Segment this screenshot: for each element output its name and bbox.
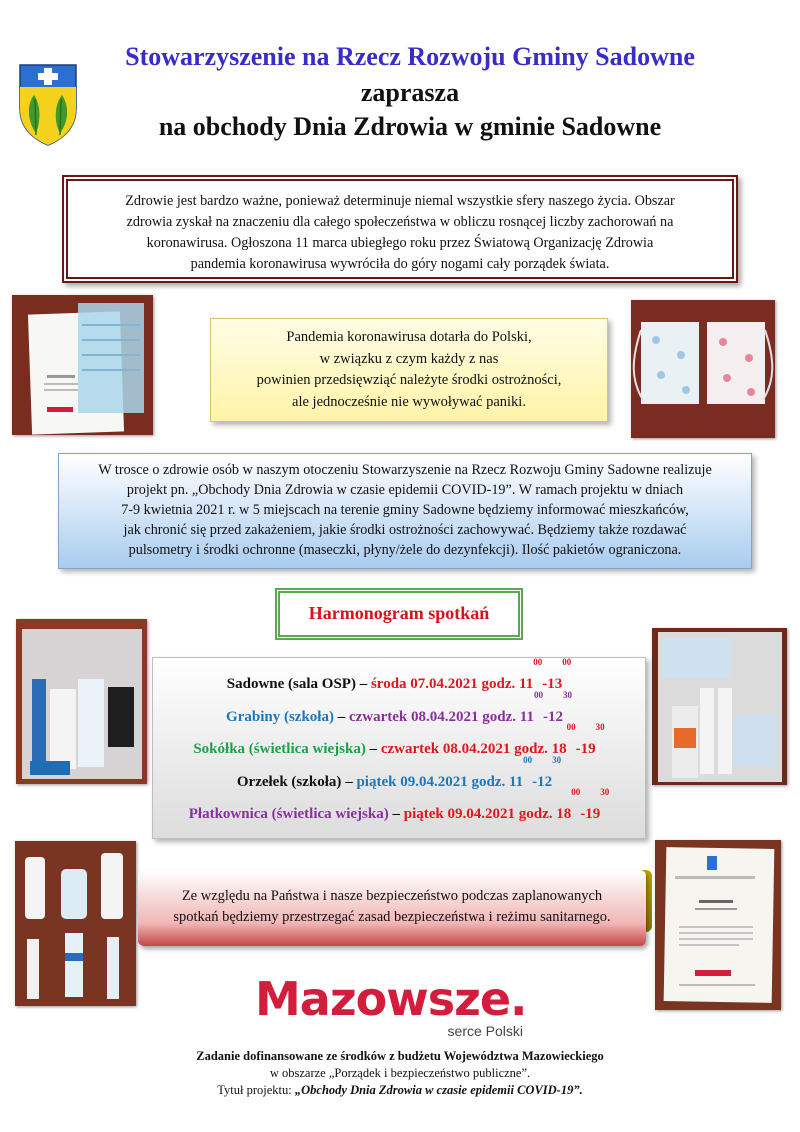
schedule-end-hour: -12: [532, 773, 553, 790]
schedule-place: Sokółka (świetlica wiejska): [193, 741, 366, 757]
page-title: Stowarzyszenie na Rzecz Rozwoju Gminy Sadowne: [125, 42, 695, 71]
schedule-separator: –: [333, 708, 349, 725]
project-line: 7-9 kwietnia 2021 r. w 5 miejscach na terenie gminy Sadowne będziemy informować mieszkańców,: [121, 502, 689, 518]
mazowsze-logo-tagline: serce Polski: [447, 1023, 523, 1039]
footer-funding-line: Zadanie dofinansowane ze środków z budżetu Województwa Mazowieckiego: [196, 1049, 604, 1063]
schedule-date-text: czwartek 08.04.2021 godz. 18: [380, 741, 567, 757]
schedule-row: [157, 754, 641, 799]
page-subtitle-event: na obchody Dnia Zdrowia w gminie Sadowne: [158, 112, 662, 141]
schedule-separator: –: [365, 741, 381, 757]
schedule-place: Płatkownica (świetlica wiejska): [188, 806, 389, 822]
sanitizer-kit-bag-photo: [652, 628, 787, 785]
footer-project-label: Tytuł projektu:: [217, 1083, 295, 1097]
schedule-box: [152, 657, 646, 839]
sanitizer-bottles-photo: [15, 841, 136, 1006]
two-face-masks-photo: [631, 300, 775, 438]
footer-project-title: „Obchody Dnia Zdrowia w czasie epidemii COVID-19”.: [294, 1083, 583, 1097]
schedule-separator: –: [355, 676, 371, 692]
schedule-end-minutes: 30: [600, 787, 610, 797]
pandemic-line: w związku z czym każdy z nas: [319, 350, 499, 367]
schedule-separator: –: [341, 773, 357, 790]
schedule-place: Sadowne (sala OSP): [226, 676, 356, 692]
schedule-end-hour: -12: [542, 708, 563, 725]
schedule-title: Harmonogram spotkań: [275, 588, 523, 640]
schedule-date-text: piątek 09.04.2021 godz. 11: [356, 773, 524, 790]
schedule-date: [380, 722, 605, 757]
pandemic-notice-box: [210, 318, 608, 422]
project-line: pulsometry i środki ochronne (maseczki, płyny/żele do dezynfekcji). Ilość pakietów ograniczona.: [128, 542, 682, 558]
schedule-place: Grabiny (szkoła): [226, 708, 334, 725]
schedule-end-minutes: 30: [562, 689, 572, 700]
schedule-date-text: piątek 09.04.2021 godz. 18: [403, 806, 572, 822]
pandemic-line: powinien przedsięwziąć należyte środki ostrożności,: [256, 372, 562, 388]
schedule-end-minutes: 30: [595, 722, 605, 732]
schedule-end-minutes: 30: [552, 754, 562, 765]
schedule-row: [157, 787, 641, 831]
intro-line: Zdrowie jest bardzo ważne, ponieważ determinuje niemal wszystkie sfery naszego życia. Obszar: [125, 193, 675, 209]
intro-text-box: [62, 175, 738, 283]
safety-notice-box: [138, 870, 646, 946]
safety-line: Ze względu na Państwa i nasze bezpieczeństwo podczas zaplanowanych: [181, 888, 603, 904]
pandemic-line: ale jednocześnie nie wywoływać paniki.: [292, 393, 526, 410]
schedule-date-text: czwartek 08.04.2021 godz. 11: [348, 708, 534, 725]
schedule-row: [157, 722, 641, 766]
project-line: jak chronić się przed zakażeniem, jakie środki ostrożności zachowywać. Będziemy także rozdawać: [123, 522, 687, 538]
mazowsze-logo-wordmark: Mazowsze.: [255, 972, 527, 1026]
page-subtitle-invites: zaprasza: [360, 78, 460, 107]
intro-line: pandemia koronawirusa wywróciła do góry nogami cały porządek świata.: [190, 256, 610, 272]
project-line: projekt pn. „Obchody Dnia Zdrowia w czasie epidemii COVID-19”. W ramach projektu w dniach: [126, 482, 684, 498]
schedule-start-minutes: 00: [533, 657, 543, 667]
schedule-date-text: środa 07.04.2021 godz. 11: [370, 676, 534, 692]
schedule-start-minutes: 00: [571, 787, 581, 797]
schedule-date: [348, 689, 572, 725]
mazowsze-logo: [255, 972, 535, 1039]
schedule-end-hour: -19: [580, 806, 601, 822]
schedule-end-hour: -19: [575, 741, 596, 757]
schedule-start-minutes: 00: [533, 689, 543, 700]
schedule-place: Orzełek (szkoła): [236, 773, 342, 790]
schedule-date: [403, 787, 610, 822]
schedule-end-hour: -13: [542, 676, 563, 692]
schedule-separator: –: [388, 806, 404, 822]
schedule-date: [356, 754, 562, 790]
intro-line: koronawirusa. Ogłoszona 11 marca ubiegłego roku przez Światową Organizację Zdrowia: [146, 235, 654, 251]
intro-line: zdrowia zyskał na znaczeniu dla całego społeczeństwa w obliczu rosnącej liczby zachorowań na: [126, 214, 674, 230]
footer-area-line: w obszarze „Porządek i bezpieczeństwo publiczne”.: [269, 1066, 531, 1080]
schedule-start-minutes: 00: [523, 754, 533, 765]
schedule-start-minutes: 00: [566, 722, 576, 732]
funding-footer: [60, 1048, 740, 1099]
leaflet-and-face-mask-photo: [12, 295, 153, 435]
schedule-end-minutes: 00: [562, 657, 572, 667]
safety-line: spotkań będziemy przestrzegać zasad bezpieczeństwa i reżimu sanitarnego.: [173, 909, 611, 925]
project-line: W trosce o zdrowie osób w naszym otoczeniu Stowarzyszenie na Rzecz Rozwoju Gminy Sadowne realizuje: [98, 462, 712, 478]
project-description-box: [58, 453, 752, 569]
footer-project-title-line: [60, 1082, 740, 1099]
covid-leaflet-photo: [655, 840, 781, 1010]
pandemic-line: Pandemia koronawirusa dotarła do Polski,: [286, 329, 532, 345]
hygiene-kit-bag-photo: [16, 619, 147, 784]
